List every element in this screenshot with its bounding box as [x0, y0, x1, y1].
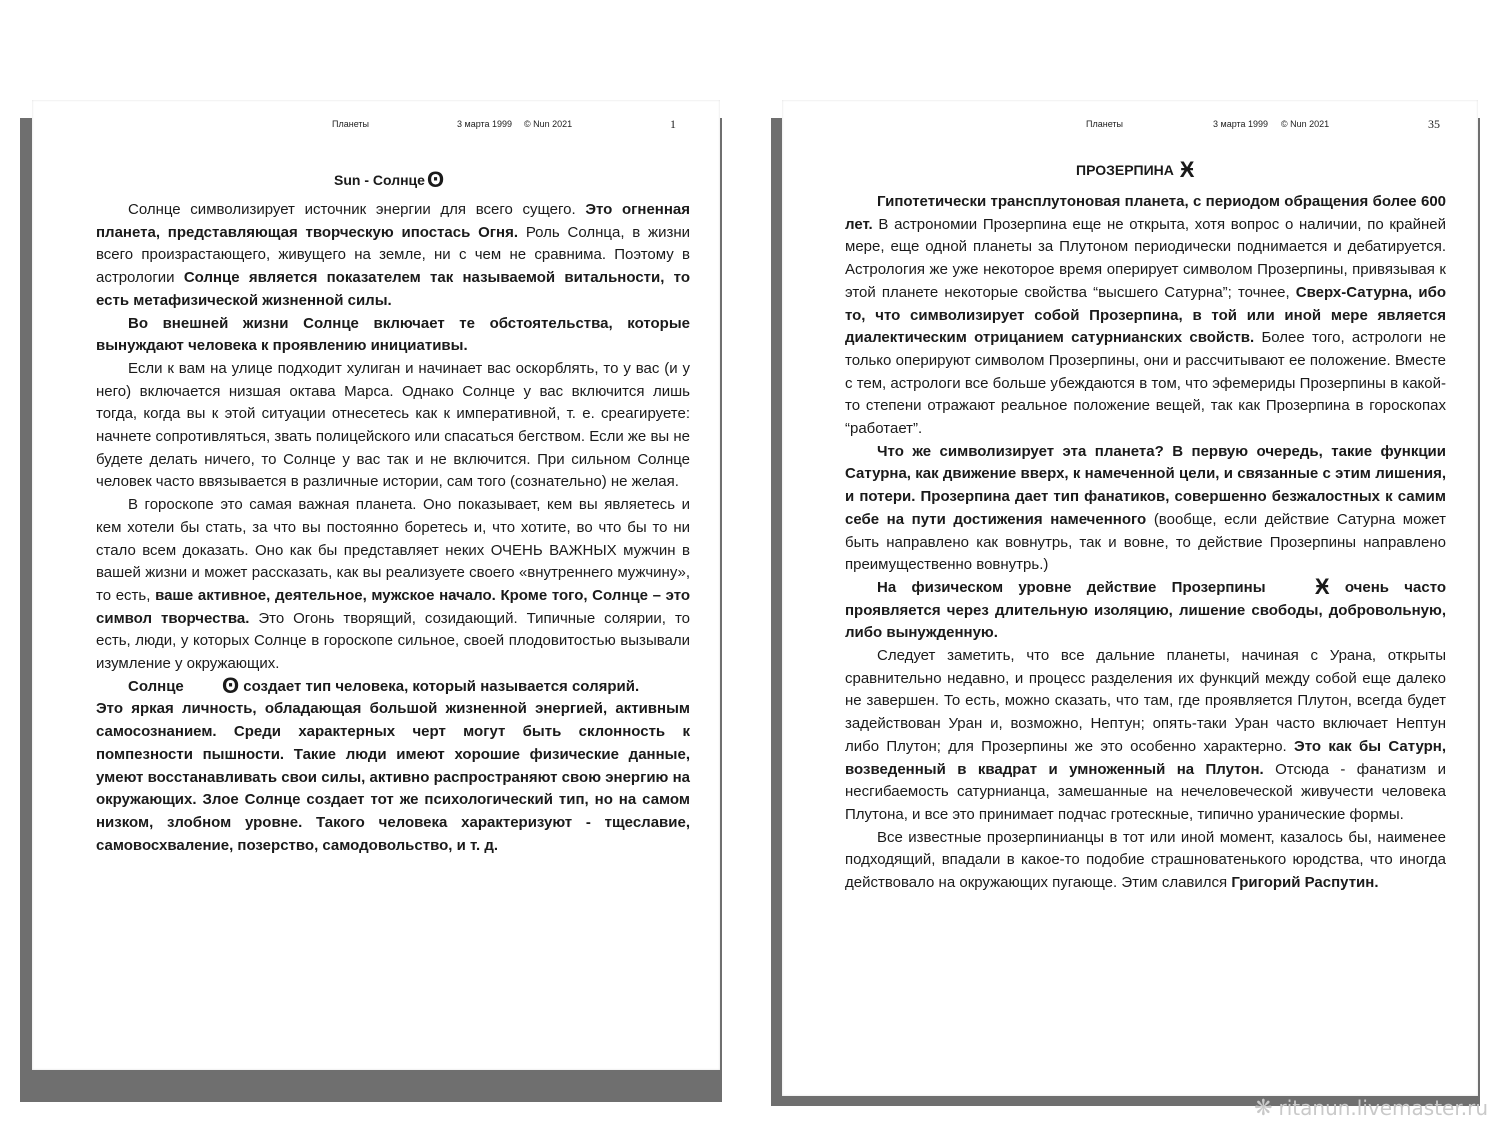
bold-text: создает тип человека, который называется солярий.: [243, 677, 640, 695]
paragraph: [845, 441, 1446, 577]
snowflake-icon: ❋: [1254, 1096, 1273, 1121]
text-run: Роль Солнца, в жизни всего произрастающего, живущего на земле, ни с чем не сравнима. Поэтому в астрологии: [96, 223, 690, 287]
sun-symbol-icon: ʘ: [426, 167, 445, 192]
header-copyright: © Nun 2021: [1281, 119, 1330, 129]
text-run: Солнце символизирует источник энергии для всего сущего.: [128, 201, 576, 218]
header-copyright: © Nun 2021: [524, 119, 573, 129]
text-run: Следует заметить, что все дальние планеты, начиная с Урана, открыты сравнительно недавно, и процесс разделения их функций между собой еще далеко не завершен. То есть, можно сказать, что там, где проявляется Плутон, всегда будет задействован Уран и, возможно, Нептун; опять-таки Уран часто включает Нептун либо Плутон; для Прозерпины же это особенно характерно.: [845, 647, 1446, 755]
bold-text: очень часто проявляется через длительную изоляцию, лишение свободы, добровольную, либо вынужденную.: [845, 578, 1447, 642]
watermark-text: ritanun.livemaster.ru: [1278, 1096, 1488, 1120]
paragraph: [96, 672, 690, 699]
bold-text: На физическом уровне действие Прозерпины: [877, 578, 1266, 596]
bold-text: Это как бы Сатурн, возведенный в квадрат и умноженный на Плутон.: [845, 737, 1446, 778]
paragraph: [96, 199, 690, 313]
text-run: В астрономии Прозерпина еще не открыта, хотя вопрос о наличии, по крайней мере, еще одной планеты за Плутоном периодически поднимается и дебатируется. Астрология же уже некоторое время оперирует символом Прозерпины, привязывая к этой планете некоторые свойства “высшего Сатурна”; точнее,: [845, 215, 1446, 301]
paragraph: [845, 827, 1446, 895]
header-date: 3 марта 1999: [1213, 119, 1269, 129]
bold-text: Что же символизирует эта планета? В первую очередь, такие функции Сатурна, как движение вверх, к намеченной цели, и связанные с этим лишения, и потери. Прозерпина дает тип фанатиков, совершенно безжалостных к самим себе на пути достижения намеченного: [845, 442, 1446, 528]
paragraph: [96, 313, 690, 358]
text-run: Если к вам на улице подходит хулиган и начинает вас оскорблять, то у вас (и у него) включается низшая октава Марса. Однако Солнце у вас включится лишь тогда, когда вы к этой ситуации отнесетесь как к императивной, т. е. среагируете: начнете сопротивляться, звать полицейского или спасаться бегством. Если же вы не будете делать ничего, то Солнце у вас так и не включится. При сильном Солнце человек часто ввязывается в различные истории, сам того (сознательно) не желая.: [96, 359, 690, 491]
paragraph: [96, 494, 690, 676]
text-run: Более того, астрологи не только оперируют символом Прозерпины, они и рассчитывают ее положение. Вместе с тем, астрологи все больше убеждаются в том, что эфемериды Прозерпины в какой-то степени отражают реальное положение вещей, так как Прозерпина в гороскопах “работает”.: [845, 329, 1446, 438]
text-run: Это Огонь творящий, созидающий. Типичные солярии, то есть, люди, у которых Солнце в гороскопе сильное, своей плодовитостью вызывали изумление у окружающих.: [96, 609, 690, 673]
page-title: [1076, 157, 1195, 182]
article-body: [96, 199, 690, 857]
bold-text: Во внешней жизни Солнце включает те обстоятельства, которые вынуждают человека к проявлению инициативы.: [96, 314, 690, 355]
text-run: Отсюда - фанатизм и несгибаемость сатурнианца, замешанные на нечеловеческой живучести человека Плутона, и все это принимает подчас гротескные, типично уранические формы.: [845, 760, 1446, 823]
paragraph: [96, 698, 690, 857]
bold-text: Григорий Распутин.: [1231, 874, 1379, 892]
page-title: [334, 167, 445, 192]
header-title: Планеты: [1086, 119, 1123, 129]
bold-text: Гипотетически трансплутоновая планета, с периодом обращения более 600 лет.: [845, 193, 1446, 233]
page-title-text: ПРОЗЕРПИНА: [1076, 162, 1174, 178]
text-run: (вообще, если действие Сатурна может быть направлено как вовнутрь, так и вовне, то действие Прозерпины направлено преимущественно вовнутрь.): [845, 510, 1446, 574]
sun-symbol-icon: ʘ: [221, 672, 240, 698]
header-date: 3 марта 1999: [457, 119, 513, 129]
watermark: [1254, 1096, 1488, 1121]
bold-text: Это яркая личность, обладающая большой жизненной энергией, активным самосознанием. Среди характерных черт могут быть склонность к помпезности пышности. Такие люди имеют хорошие физические данные, умеют восстанавливать свои силы, активно распространяют свою энергию на окружающих. Злое Солнце создает тот же психологический тип, но на самом низком, злобном уровне. Такого человека характеризуют - тщеславие, самовосхваление, позерство, самодовольство, и т. д.: [96, 700, 690, 854]
text-run: В гороскопе это самая важная планета. Оно показывает, кем вы являетесь и кем хотели бы стать, за что вы постоянно боретесь и, что хотите, во что бы то ни стало всем доказать. Оно как бы представляет неких ОЧЕНЬ ВАЖНЫХ мужчин в вашей жизни и может рассказать, как вы реализуете своего «внутреннего мужчину», то есть,: [96, 496, 690, 604]
left-page: [32, 100, 720, 1070]
bold-text: ваше активное, деятельное, мужское начало. Кроме того, Солнце – это символ творчества.: [96, 586, 691, 627]
bold-text: Сверх-Сатурна, ибо то, что символизирует собой Прозерпина, в той или иной мере является диалектическим отрицанием сатурнианских свойств.: [845, 283, 1446, 347]
paragraph: [845, 573, 1447, 645]
header-title: Планеты: [332, 119, 369, 129]
bold-text: Солнце является показателем так называемой витальности, то есть метафизической жизненной силы.: [96, 269, 690, 309]
paragraph: [845, 645, 1446, 827]
text-run: Все известные прозерпинианцы в тот или иной момент, казалось бы, наименее подходящий, впадали в какое-то подобие страшноватенького юродства, что иногда действовало на окружающих пугающе. Этим славился: [845, 828, 1446, 892]
page-number: 35: [1428, 117, 1440, 131]
right-page: [782, 100, 1478, 1096]
page-title-text: Sun - Солнце: [334, 172, 425, 188]
page-number: 1: [670, 117, 676, 131]
bold-text: Это огненная планета, представляющая творческую ипостась Огня.: [96, 201, 691, 241]
paragraph: [96, 358, 690, 494]
paragraph: [845, 191, 1446, 441]
article-body: [845, 191, 1446, 895]
proserpina-symbol-icon: Ӿ: [1314, 573, 1330, 599]
proserpina-symbol-icon: Ӿ: [1179, 157, 1195, 182]
bold-text: Солнце: [128, 677, 184, 695]
